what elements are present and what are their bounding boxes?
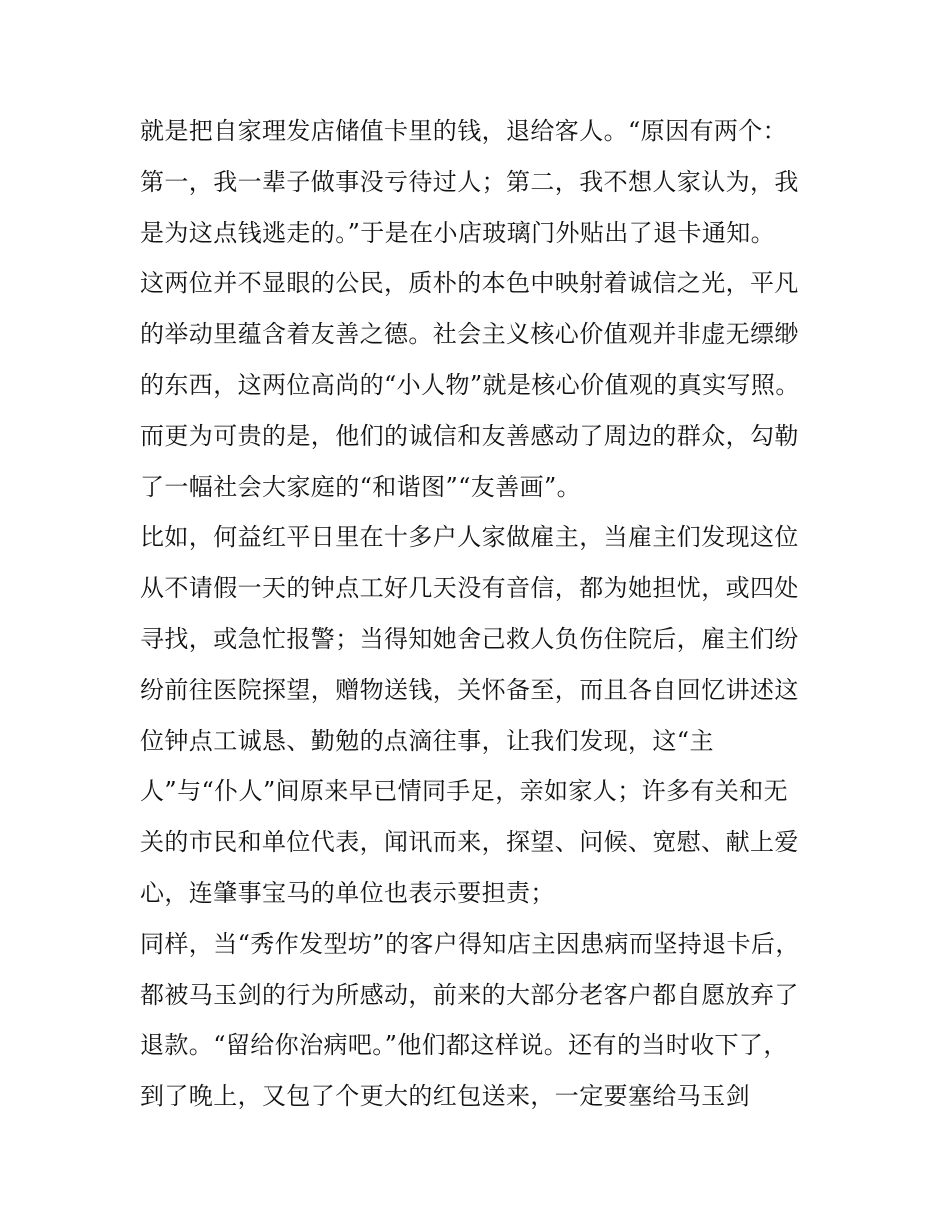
text-line: 了一幅社会大家庭的“和谐图”“友善画”。	[140, 472, 582, 501]
text-line: 人”与“仆人”间原来早已情同手足，亲如家人；许多有关和无	[140, 777, 789, 806]
text-line: 位钟点工诚恳、勤勉的点滴往事，让我们发现，这“主	[140, 726, 714, 755]
text-line: 这两位并不显眼的公民，质朴的本色中映射着诚信之光，平凡	[140, 269, 799, 298]
text-line: 退款。“留给你治病吧。”他们都这样说。还有的当时收下了，	[140, 1031, 788, 1060]
text-line: 第一，我一辈子做事没亏待过人；第二，我不想人家认为，我	[140, 167, 799, 196]
text-line: 就是把自家理发店储值卡里的钱，退给客人。“原因有两个：	[140, 117, 788, 145]
text-line: 纷前往医院探望，赠物送钱，关怀备至，而且各自回忆讲述这	[140, 675, 799, 704]
text-line: 关的市民和单位代表，闻讯而来，探望、问候、宽慰、献上爱	[140, 828, 799, 857]
text-line: 是为这点钱逃走的。”于是在小店玻璃门外贴出了退卡通知。	[140, 218, 776, 247]
body-text	[140, 106, 820, 1122]
text-line: 的东西，这两位高尚的“小人物”就是核心价值观的真实写照。	[140, 370, 800, 399]
text-line: 心，连肇事宝马的单位也表示要担责；	[140, 878, 555, 907]
text-line: 比如，何益红平日里在十多户人家做雇主，当雇主们发现这位	[140, 523, 799, 552]
text-line: 寻找，或急忙报警；当得知她舍己救人负伤住院后，雇主们纷	[140, 624, 799, 653]
text-line: 而更为可贵的是，他们的诚信和友善感动了周边的群众，勾勒	[140, 421, 799, 450]
text-line: 都被马玉剑的行为所感动，前来的大部分老客户都自愿放弃了	[140, 980, 799, 1009]
text-line: 的举动里蕴含着友善之德。社会主义核心价值观并非虚无缥缈	[140, 320, 799, 349]
text-line: 同样，当“秀作发型坊”的客户得知店主因患病而坚持退卡后，	[140, 929, 800, 958]
text-line: 到了晚上，又包了个更大的红包送来，一定要塞给马玉剑	[140, 1082, 750, 1111]
text-line: 从不请假一天的钟点工好几天没有音信，都为她担忧，或四处	[140, 574, 799, 603]
